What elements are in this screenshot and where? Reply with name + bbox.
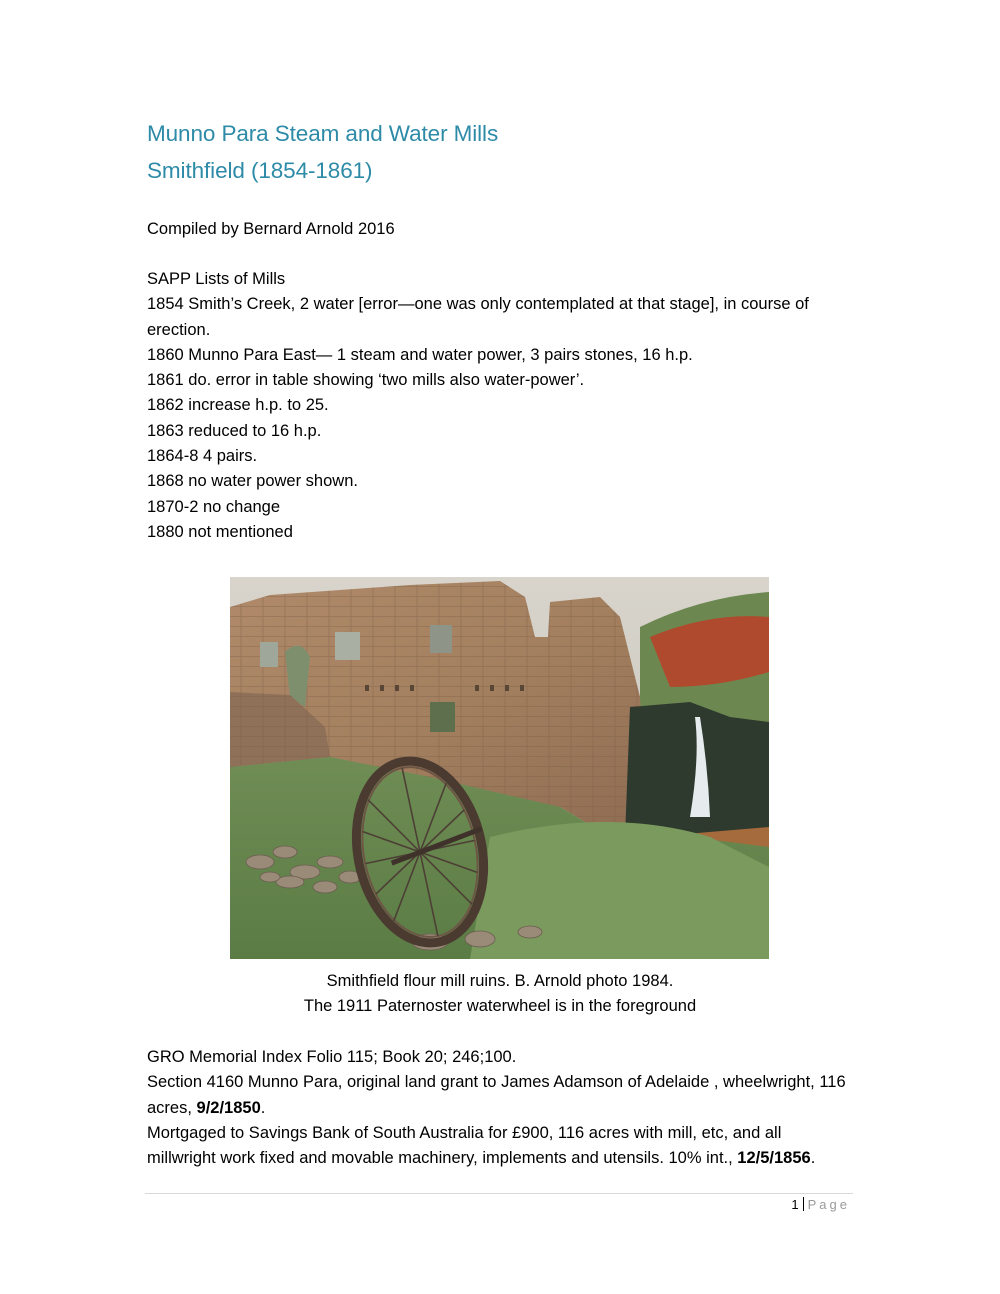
- mortgage-suffix: .: [810, 1149, 816, 1168]
- footer-divider: [145, 1193, 853, 1194]
- section-grant-line-1: Section 4160 Munno Para, original land grant to James Adamson of Adelaide , wheelwright, 116: [147, 1073, 846, 1092]
- section-grant-prefix: acres,: [147, 1098, 197, 1117]
- page-label: Page: [807, 1197, 850, 1212]
- mortgage-line-2: [147, 1146, 846, 1171]
- mortgage-prefix: millwright work fixed and movable machinery, implements and utensils. 10% int.,: [147, 1149, 738, 1168]
- sapp-line: erection.: [147, 320, 211, 339]
- sapp-line: 1868 no water power shown.: [147, 472, 358, 491]
- footer-separator: [803, 1197, 804, 1211]
- mortgage-line-1: Mortgaged to Savings Bank of South Australia for £900, 116 acres with mill, etc, and all: [147, 1123, 782, 1142]
- mortgage-date: 12/5/1856: [737, 1149, 811, 1168]
- mill-ruins-photo: [230, 577, 769, 959]
- sapp-line: 1860 Munno Para East— 1 steam and water power, 3 pairs stones, 16 h.p.: [147, 345, 693, 364]
- page-number: 1: [791, 1197, 799, 1212]
- page-footer: [791, 1197, 850, 1212]
- sapp-line: 1864-8 4 pairs.: [147, 447, 258, 466]
- figure-caption-line-2: The 1911 Paternoster waterwheel is in the foreground: [303, 997, 697, 1015]
- sapp-heading: SAPP Lists of Mills: [147, 270, 286, 288]
- sapp-section: [147, 267, 809, 545]
- document-title: Munno Para Steam and Water Mills: [147, 121, 499, 146]
- section-grant-suffix: .: [260, 1098, 266, 1117]
- document-subtitle: Smithfield (1854-1861): [147, 158, 373, 183]
- gro-memorial-line: GRO Memorial Index Folio 115; Book 20; 246;100.: [147, 1048, 517, 1066]
- sapp-line: 1861 do. error in table showing ‘two mills also water-power’.: [147, 371, 585, 390]
- section-grant-line-2: [147, 1096, 846, 1121]
- author-line: Compiled by Bernard Arnold 2016: [147, 220, 395, 238]
- sapp-line: 1870-2 no change: [147, 497, 281, 516]
- records-section: [147, 1045, 846, 1171]
- section-grant-date: 9/2/1850: [196, 1098, 261, 1117]
- figure-caption-line-1: Smithfield flour mill ruins. B. Arnold photo 1984.: [326, 972, 674, 990]
- sapp-line: 1863 reduced to 16 h.p.: [147, 421, 322, 440]
- sapp-line: 1854 Smith’s Creek, 2 water [error—one was only contemplated at that stage], in course of: [147, 295, 809, 314]
- sapp-line: 1880 not mentioned: [147, 522, 293, 541]
- sapp-line: 1862 increase h.p. to 25.: [147, 396, 329, 415]
